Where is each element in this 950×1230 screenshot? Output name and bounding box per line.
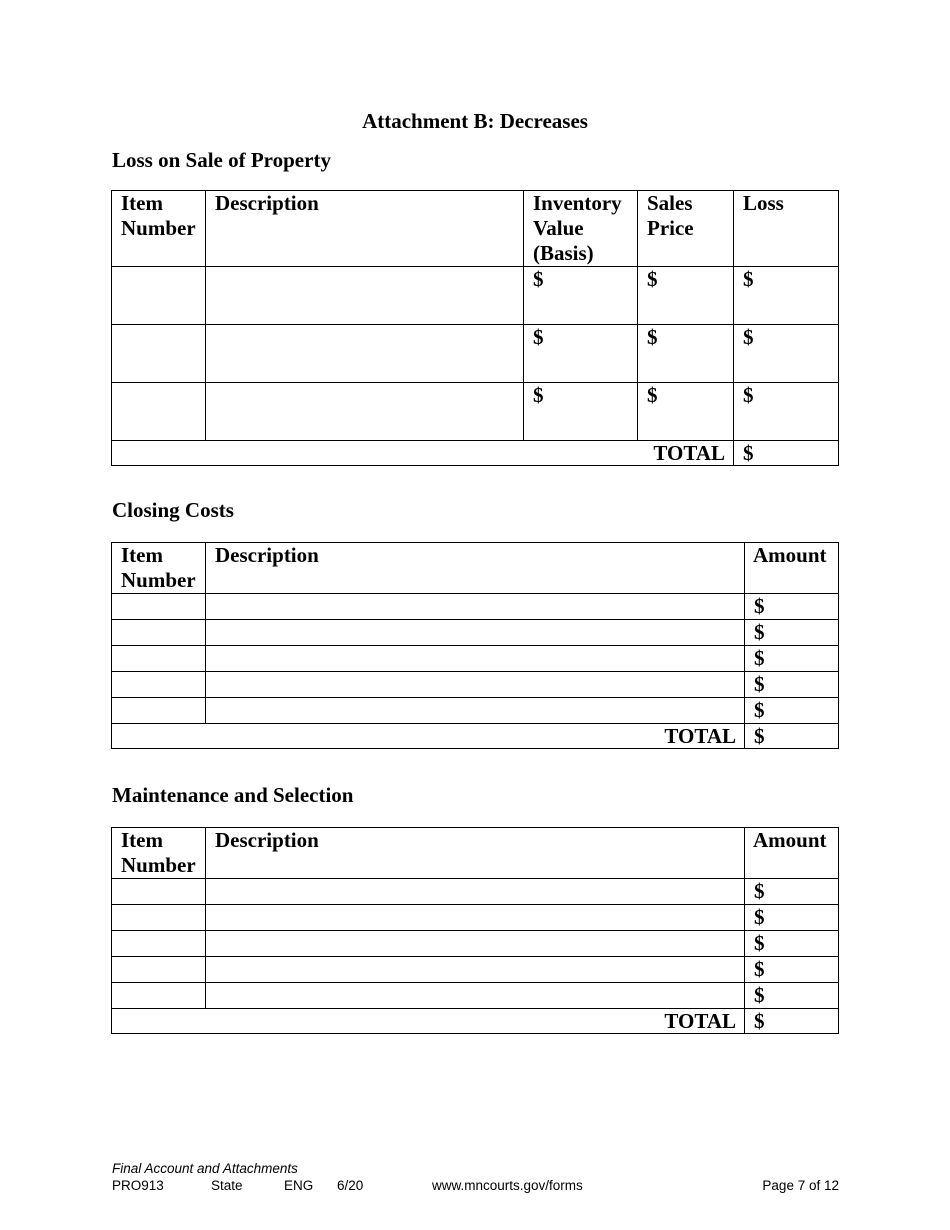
amount-cell[interactable]: $ [745, 983, 839, 1009]
inventory-value-cell[interactable]: $ [524, 267, 638, 325]
total-label: TOTAL [112, 724, 745, 749]
amount-cell[interactable]: $ [745, 672, 839, 698]
table-row [112, 698, 839, 724]
loss-header: Loss [734, 191, 839, 267]
description-cell[interactable] [206, 267, 524, 325]
footer-website: www.mncourts.gov/forms [432, 1178, 583, 1193]
description-cell[interactable] [206, 594, 745, 620]
amount-header: Amount [745, 543, 839, 594]
table-row [112, 325, 839, 383]
table-row [112, 646, 839, 672]
table-row [112, 383, 839, 441]
item-number-cell[interactable] [112, 905, 206, 931]
table-row [112, 672, 839, 698]
description-cell[interactable] [206, 646, 745, 672]
loss-cell[interactable]: $ [734, 267, 839, 325]
description-cell[interactable] [206, 698, 745, 724]
item-number-cell[interactable] [112, 267, 206, 325]
footer-page-number: Page 7 of 12 [762, 1178, 839, 1193]
footer-jurisdiction: State [211, 1178, 243, 1193]
item-number-cell[interactable] [112, 957, 206, 983]
loss-cell[interactable]: $ [734, 325, 839, 383]
description-header: Description [206, 191, 524, 267]
sales-price-cell[interactable]: $ [638, 267, 734, 325]
total-row [112, 441, 839, 466]
amount-cell[interactable]: $ [745, 957, 839, 983]
item-number-cell[interactable] [112, 325, 206, 383]
footer-line [112, 1178, 839, 1196]
item-number-header: Item Number [112, 543, 206, 594]
amount-cell[interactable]: $ [745, 879, 839, 905]
table-row [112, 983, 839, 1009]
loss-on-sale-table [111, 190, 839, 466]
footer-revision: 6/20 [337, 1178, 364, 1193]
total-label: TOTAL [112, 441, 734, 466]
table-row [112, 594, 839, 620]
table-header-row [112, 543, 839, 594]
item-number-cell[interactable] [112, 931, 206, 957]
page-title: Attachment B: Decreases [362, 109, 588, 133]
item-number-header: Item Number [112, 828, 206, 879]
footer-language: ENG [284, 1178, 314, 1193]
footer-form-title: Final Account and Attachments [112, 1161, 298, 1176]
table-row [112, 267, 839, 325]
description-cell[interactable] [206, 325, 524, 383]
item-number-cell[interactable] [112, 620, 206, 646]
table-row [112, 879, 839, 905]
table-row [112, 620, 839, 646]
amount-cell[interactable]: $ [745, 646, 839, 672]
description-cell[interactable] [206, 620, 745, 646]
amount-total-cell[interactable]: $ [745, 724, 839, 749]
description-cell[interactable] [206, 905, 745, 931]
amount-cell[interactable]: $ [745, 905, 839, 931]
item-number-cell[interactable] [112, 594, 206, 620]
amount-total-cell[interactable]: $ [745, 1009, 839, 1034]
sales-price-cell[interactable]: $ [638, 325, 734, 383]
description-cell[interactable] [206, 879, 745, 905]
loss-on-sale-heading: Loss on Sale of Property [112, 148, 331, 172]
description-header: Description [206, 543, 745, 594]
table-header-row [112, 191, 839, 267]
item-number-cell[interactable] [112, 646, 206, 672]
item-number-cell[interactable] [112, 383, 206, 441]
item-number-cell[interactable] [112, 879, 206, 905]
table-row [112, 957, 839, 983]
description-cell[interactable] [206, 983, 745, 1009]
total-row [112, 724, 839, 749]
maintenance-heading: Maintenance and Selection [112, 783, 354, 807]
table-row [112, 905, 839, 931]
item-number-cell[interactable] [112, 672, 206, 698]
item-number-cell[interactable] [112, 698, 206, 724]
total-row [112, 1009, 839, 1034]
maintenance-table [111, 827, 839, 1034]
loss-total-cell[interactable]: $ [734, 441, 839, 466]
description-cell[interactable] [206, 931, 745, 957]
description-cell[interactable] [206, 957, 745, 983]
sales-price-cell[interactable]: $ [638, 383, 734, 441]
table-row [112, 931, 839, 957]
inventory-value-cell[interactable]: $ [524, 383, 638, 441]
inventory-value-header: Inventory Value (Basis) [524, 191, 638, 267]
item-number-header: Item Number [112, 191, 206, 267]
description-cell[interactable] [206, 383, 524, 441]
sales-price-header: Sales Price [638, 191, 734, 267]
item-number-cell[interactable] [112, 983, 206, 1009]
amount-header: Amount [745, 828, 839, 879]
amount-cell[interactable]: $ [745, 931, 839, 957]
inventory-value-cell[interactable]: $ [524, 325, 638, 383]
closing-costs-heading: Closing Costs [112, 498, 234, 522]
description-header: Description [206, 828, 745, 879]
amount-cell[interactable]: $ [745, 698, 839, 724]
total-label: TOTAL [112, 1009, 745, 1034]
closing-costs-table [111, 542, 839, 749]
amount-cell[interactable]: $ [745, 594, 839, 620]
footer-form-number: PRO913 [112, 1178, 164, 1193]
loss-cell[interactable]: $ [734, 383, 839, 441]
description-cell[interactable] [206, 672, 745, 698]
table-header-row [112, 828, 839, 879]
amount-cell[interactable]: $ [745, 620, 839, 646]
